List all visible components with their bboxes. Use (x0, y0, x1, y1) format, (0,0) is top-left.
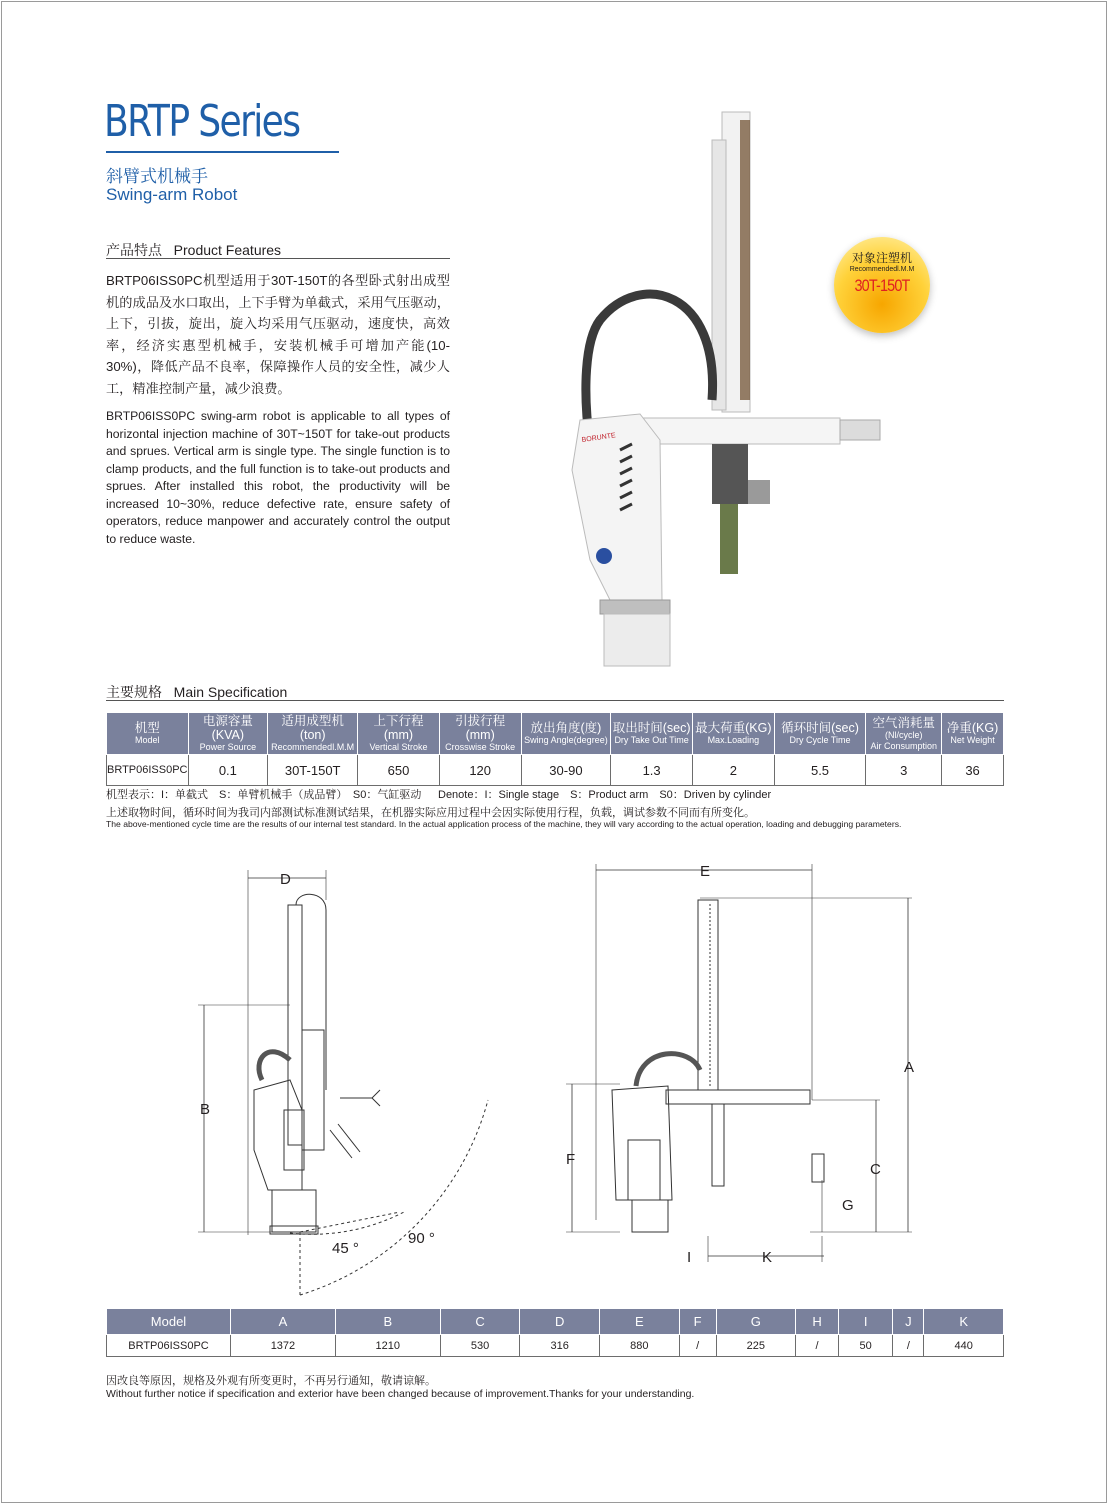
dim-header-cell: C (440, 1309, 520, 1335)
dim-header-cell: D (520, 1309, 600, 1335)
label-angle-45: 45 ° (332, 1240, 359, 1257)
subtitle-en: Swing-arm Robot (106, 185, 238, 204)
spec-cell: 1.3 (611, 755, 693, 786)
spec-cell: 650 (358, 755, 440, 786)
dim-cell: / (893, 1335, 924, 1357)
spec-cell: 3 (866, 755, 942, 786)
spec-col-crosswise: 引拔行程(mm) Crosswise Stroke (439, 713, 521, 755)
dim-cell: 530 (440, 1335, 520, 1357)
footer-note-en: Without further notice if specification and exterior have been changed because of improvement.Thanks for your understanding. (106, 1388, 695, 1400)
spec-cell: 120 (439, 755, 521, 786)
spec-cell: 36 (942, 755, 1004, 786)
dim-cell: 1210 (335, 1335, 440, 1357)
dim-cell: 1372 (231, 1335, 336, 1357)
side-view-drawing (198, 870, 488, 1296)
spec-cell: BRTP06ISS0PC (107, 755, 189, 786)
dim-cell: BRTP06ISS0PC (107, 1335, 231, 1357)
dim-header-cell: I (838, 1309, 893, 1335)
label-D: D (280, 871, 291, 888)
label-E: E (700, 863, 711, 880)
label-G: G (842, 1197, 854, 1214)
subtitle-cn: 斜臂式机械手 (106, 167, 208, 186)
label-A: A (904, 1059, 915, 1076)
dimension-table (106, 1308, 1004, 1357)
spec-col-air: 空气消耗量 (Nl/cycle) Air Consumption (866, 713, 942, 755)
label-angle-90: 90 ° (408, 1230, 435, 1247)
label-B: B (200, 1101, 211, 1118)
dim-cell: 880 (600, 1335, 680, 1357)
badge-tonnage: 30T-150T (854, 276, 910, 295)
dim-header-cell: J (893, 1309, 924, 1335)
label-F: F (566, 1151, 576, 1168)
spec-col-vertical: 上下行程(mm) Vertical Stroke (358, 713, 440, 755)
dim-cell: 225 (716, 1335, 796, 1357)
spec-col-cycle: 循环时间(sec) Dry Cycle Time (774, 713, 866, 755)
model-denote-cn: 机型表示：I：单截式 S：单臂机械手（成品臂） S0：气缸驱动 (106, 789, 422, 801)
spec-col-model: 机型 Model (107, 713, 189, 755)
label-C: C (870, 1161, 881, 1178)
dim-header-cell: B (335, 1309, 440, 1335)
page-title: BRTP Series (104, 96, 300, 147)
spec-col-swing: 放出角度(度) Swing Angle(degree) (521, 713, 611, 755)
features-heading-en: Product Features (173, 242, 282, 258)
dim-cell: / (796, 1335, 839, 1357)
model-denote-en: Denote：I：Single stage S：Product arm S0：Driven by cylinder (438, 789, 772, 801)
dim-header-cell: G (716, 1309, 796, 1335)
features-text-en: BRTP06ISS0PC swing-arm robot is applicable to all types of horizontal injection machine of 30T~150T for take-out products and sprues. Vertical arm is single type. The single function is to clamp products, and the full function is to take-out products and sprues. After installed this robot, the productivity will be increased 10~30%, reduce defective rate, ensure safety of operators, reduce manpower and accurately control the output to reduce waste. (106, 409, 450, 546)
label-I: I (687, 1249, 692, 1266)
dim-cell: 50 (838, 1335, 893, 1357)
label-K: K (762, 1249, 773, 1266)
dim-cell: 440 (924, 1335, 1004, 1357)
dim-header-cell: H (796, 1309, 839, 1335)
badge-line-cn: 对象注塑机 (851, 251, 912, 265)
spec-col-takeout: 取出时间(sec) Dry Take Out Time (611, 713, 693, 755)
spec-cell: 30-90 (521, 755, 611, 786)
features-heading-cn: 产品特点 (106, 242, 162, 258)
dim-header-cell: A (231, 1309, 336, 1335)
dim-cell: 316 (520, 1335, 600, 1357)
cycle-note-cn: 上述取物时间，循环时间为我司内部测试标准测试结果，在机器实际应用过程中会因实际使用行程，负载，调试参数不同而有所变化。 (106, 807, 755, 819)
footer-note-cn: 因改良等原因，规格及外观有所变更时，不再另行通知，敬请谅解。 (106, 1375, 436, 1387)
spec-col-imm: 适用成型机(ton) Recommendedl.M.M (268, 713, 358, 755)
front-view-drawing (566, 864, 915, 1262)
spec-cell: 5.5 (774, 755, 866, 786)
brand-label: BORUNTE (581, 432, 617, 444)
badge-line-en: Recommendedl.M.M (849, 266, 915, 273)
spec-cell: 0.1 (188, 755, 268, 786)
dim-cell: / (679, 1335, 716, 1357)
dim-header-cell: F (679, 1309, 716, 1335)
dim-header-cell: E (600, 1309, 680, 1335)
dim-header-cell: K (924, 1309, 1004, 1335)
cycle-note-en: The above-mentioned cycle time are the results of our internal test standard. In the actual application process of the machine, they will vary according to the actual operation, loading and debugging parameters. (106, 819, 902, 829)
spec-col-power: 电源容量(KVA) Power Source (188, 713, 268, 755)
dimension-data-row (107, 1335, 1004, 1357)
dimension-header-row (107, 1309, 1004, 1335)
spec-col-weight: 净重(KG) Net Weight (942, 713, 1004, 755)
spec-heading-cn: 主要规格 (106, 684, 162, 700)
spec-heading-en: Main Specification (173, 684, 288, 700)
spec-cell: 2 (692, 755, 774, 786)
features-text-cn: BRTP06ISS0PC机型适用于30T-150T的各型卧式射出成型机的成品及水口取出，上下手臂为单截式，采用气压驱动，上下，引拔，旋出，旋入均采用气压驱动，速度快，高效率，经济实惠型机械手，安装机械手可增加产能(10-30%)，降低产品不良率，保障操作人员的安全性，减少人工，精准控制产量，减少浪费。 (106, 273, 450, 396)
dim-header-cell: Model (107, 1309, 231, 1335)
spec-col-loading: 最大荷重(KG) Max.Loading (692, 713, 774, 755)
spec-cell: 30T-150T (268, 755, 358, 786)
